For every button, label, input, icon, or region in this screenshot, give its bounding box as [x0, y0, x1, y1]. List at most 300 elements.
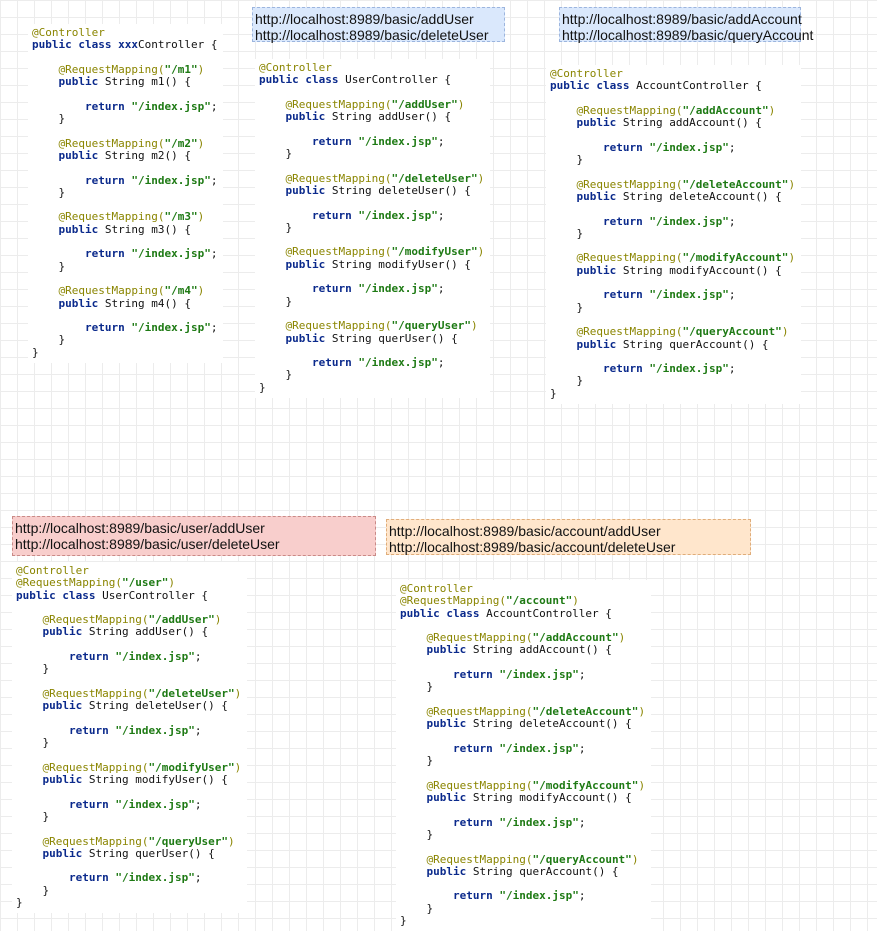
code-text: String modifyAccount() { — [622, 263, 782, 277]
keyword-token: return — [602, 362, 650, 376]
keyword-token: xxx — [118, 38, 138, 52]
keyword-token: public — [42, 773, 89, 787]
url-line: http://localhost:8989/basic/user/addUser — [15, 520, 265, 536]
string-token: "/m4" — [164, 284, 198, 298]
code-text — [550, 141, 603, 154]
code-text: } — [400, 754, 434, 768]
annotation-token: @RequestMapping( — [400, 594, 506, 608]
annotation-token: ) — [781, 325, 789, 339]
code-text — [259, 209, 312, 222]
code-text — [32, 223, 59, 236]
code-line — [16, 897, 241, 909]
keyword-token: public class — [32, 38, 119, 52]
annotation-token: @RequestMapping( — [58, 284, 165, 298]
code-text: String addUser() { — [331, 110, 452, 124]
code-line — [259, 148, 484, 160]
annotation-token: ) — [618, 631, 626, 645]
code-text: ; — [194, 797, 202, 811]
code-text — [550, 178, 577, 191]
code-line — [550, 339, 795, 351]
code-text: String modifyUser() { — [88, 773, 228, 787]
code-line — [259, 382, 484, 394]
code-text: ; — [437, 282, 445, 296]
code-text: } — [16, 883, 50, 897]
annotation-token: @RequestMapping( — [58, 210, 165, 224]
code-text: ; — [728, 214, 736, 228]
code-text — [32, 137, 59, 150]
annotation-token: @RequestMapping( — [285, 245, 392, 259]
string-token: "/index.jsp" — [649, 362, 729, 376]
url-note-basic-user — [252, 7, 505, 42]
code-text: } — [32, 345, 39, 359]
code-text: ; — [210, 99, 218, 113]
code-text: String querUser() { — [88, 846, 215, 860]
url-line: http://localhost:8989/basic/account/deleteUser — [389, 539, 676, 555]
code-block-account-controller-basic — [546, 65, 801, 404]
code-text — [259, 282, 312, 295]
string-token: "/addUser" — [148, 613, 215, 627]
code-line — [400, 644, 645, 656]
code-line — [259, 111, 484, 123]
keyword-token: public — [42, 625, 89, 639]
code-line — [259, 369, 484, 381]
code-line — [259, 222, 484, 234]
code-line — [400, 681, 645, 693]
url-note-basic-account — [559, 7, 814, 43]
code-text — [16, 687, 43, 700]
keyword-token: public — [426, 643, 473, 657]
code-text: String querAccount() { — [472, 864, 619, 878]
code-line — [550, 216, 795, 228]
string-token: "/index.jsp" — [358, 208, 438, 222]
code-text: } — [400, 901, 434, 915]
code-text — [16, 699, 43, 712]
string-token: "/index.jsp" — [499, 668, 579, 682]
code-text — [32, 63, 59, 76]
keyword-token: public — [576, 337, 623, 351]
string-token: "/m3" — [164, 210, 198, 224]
annotation-token: ) — [168, 576, 175, 590]
annotation-token: ) — [234, 686, 242, 700]
string-token: "/modifyUser" — [148, 760, 235, 774]
code-text: String m1() { — [104, 75, 191, 89]
code-line — [550, 363, 795, 375]
code-text — [400, 865, 427, 878]
keyword-token: return — [68, 797, 116, 811]
annotation-token: ) — [197, 136, 205, 150]
code-line — [259, 210, 484, 222]
string-token: "/modifyAccount" — [682, 251, 789, 265]
annotation-token: ) — [638, 704, 646, 718]
code-text: AccountController { — [636, 79, 762, 93]
code-text — [400, 643, 427, 656]
code-block-user-controller-prefixed — [12, 562, 247, 913]
code-text — [32, 210, 59, 223]
code-line — [259, 259, 484, 271]
code-line — [550, 265, 795, 277]
string-token: "/deleteAccount" — [532, 704, 639, 718]
code-line — [400, 755, 645, 767]
annotation-token: @Controller — [16, 564, 89, 577]
code-text: } — [16, 736, 50, 750]
code-line — [16, 811, 241, 823]
annotation-token: @RequestMapping( — [42, 760, 149, 774]
string-token: "/addAccount" — [682, 103, 769, 117]
code-text — [259, 332, 286, 345]
string-token: "/modifyUser" — [391, 245, 478, 259]
code-line — [400, 669, 645, 681]
code-text: ; — [437, 356, 445, 370]
code-text — [259, 356, 312, 369]
code-line — [550, 302, 795, 314]
code-text: ; — [578, 889, 586, 903]
code-line — [400, 718, 645, 730]
annotation-token: @RequestMapping( — [576, 325, 683, 339]
string-token: "/index.jsp" — [115, 871, 195, 885]
annotation-token: ) — [197, 210, 205, 224]
code-text: } — [400, 914, 407, 928]
url-line: http://localhost:8989/basic/addUser — [255, 11, 474, 27]
code-text — [32, 247, 85, 260]
keyword-token: public — [58, 148, 105, 162]
code-text: } — [16, 896, 23, 910]
code-line — [259, 74, 484, 86]
keyword-token: return — [452, 741, 500, 755]
code-text — [550, 362, 603, 375]
code-line — [16, 737, 241, 749]
code-text: } — [16, 809, 50, 823]
code-text — [400, 742, 453, 755]
string-token: "/index.jsp" — [649, 214, 729, 228]
code-text: String m3() { — [104, 222, 191, 236]
code-text: } — [259, 294, 293, 308]
string-token: "/user" — [121, 576, 169, 590]
code-line — [259, 136, 484, 148]
code-text: } — [32, 259, 66, 273]
url-line: http://localhost:8989/basic/addAccount — [562, 11, 802, 27]
code-text: } — [550, 226, 584, 240]
code-text: } — [259, 220, 293, 234]
code-text — [32, 149, 59, 162]
code-text: UserController { — [102, 588, 209, 602]
annotation-token: ) — [214, 613, 222, 627]
code-line — [32, 187, 217, 199]
string-token: "/index.jsp" — [358, 134, 438, 148]
code-text: String addUser() { — [88, 625, 209, 639]
keyword-token: return — [68, 723, 116, 737]
url-line: http://localhost:8989/basic/queryAccount — [562, 27, 814, 43]
code-line — [16, 848, 241, 860]
code-text: } — [259, 380, 266, 394]
keyword-token: public — [576, 263, 623, 277]
code-text: } — [400, 680, 434, 694]
code-text: ; — [210, 321, 218, 335]
keyword-token: return — [84, 99, 132, 113]
annotation-token: @RequestMapping( — [42, 834, 149, 848]
code-text — [32, 284, 59, 297]
code-line — [259, 185, 484, 197]
code-text: String addAccount() { — [472, 643, 612, 657]
string-token: "/index.jsp" — [131, 321, 211, 335]
code-line — [550, 191, 795, 203]
annotation-token: ) — [788, 251, 796, 265]
keyword-token: return — [602, 214, 650, 228]
string-token: "/index.jsp" — [649, 140, 729, 154]
code-text — [400, 717, 427, 730]
code-line — [400, 817, 645, 829]
code-text — [32, 174, 85, 187]
url-line: http://localhost:8989/basic/user/deleteUser — [15, 536, 280, 552]
annotation-token: ) — [768, 103, 776, 117]
annotation-token: ) — [631, 852, 639, 866]
code-text — [259, 319, 286, 332]
url-line: http://localhost:8989/basic/account/addUser — [389, 523, 661, 539]
code-text — [400, 779, 427, 792]
code-text: ; — [578, 815, 586, 829]
annotation-token: @RequestMapping( — [42, 686, 149, 700]
string-token: "/queryAccount" — [532, 852, 632, 866]
code-text — [400, 631, 427, 644]
code-text: } — [32, 185, 66, 199]
code-text: String querUser() { — [331, 331, 458, 345]
string-token: "/index.jsp" — [131, 99, 211, 113]
string-token: "/index.jsp" — [358, 356, 438, 370]
code-text — [32, 100, 85, 113]
code-line — [32, 113, 217, 125]
string-token: "/index.jsp" — [115, 650, 195, 664]
keyword-token: public — [576, 189, 623, 203]
annotation-token: @RequestMapping( — [426, 778, 533, 792]
annotation-token: ) — [477, 171, 485, 185]
code-line — [16, 663, 241, 675]
keyword-token: public — [285, 183, 332, 197]
annotation-token: ) — [227, 834, 235, 848]
code-text: ; — [194, 723, 202, 737]
keyword-token: public — [285, 110, 332, 124]
string-token: "/index.jsp" — [499, 815, 579, 829]
keyword-token: public class — [400, 606, 487, 620]
string-token: "/deleteUser" — [391, 171, 478, 185]
code-line — [550, 80, 795, 92]
string-token: "/account" — [505, 594, 573, 608]
code-text — [400, 705, 427, 718]
annotation-token: ) — [234, 760, 242, 774]
keyword-token: public — [58, 296, 105, 310]
code-text — [259, 135, 312, 148]
annotation-token: @Controller — [550, 67, 623, 80]
code-text: ; — [728, 140, 736, 154]
annotation-token: @RequestMapping( — [42, 613, 149, 627]
code-text: String m4() { — [104, 296, 191, 310]
code-text: String deleteAccount() { — [472, 717, 632, 731]
code-text: ; — [578, 741, 586, 755]
code-block-account-controller-prefixed — [396, 580, 651, 931]
code-text — [259, 245, 286, 258]
code-text — [550, 325, 577, 338]
code-line — [400, 743, 645, 755]
code-text: ; — [728, 288, 736, 302]
code-text — [259, 172, 286, 185]
code-line — [32, 224, 217, 236]
code-line — [32, 261, 217, 273]
code-text — [16, 650, 69, 663]
string-token: "/index.jsp" — [499, 741, 579, 755]
keyword-token: public class — [259, 73, 346, 87]
string-token: "/index.jsp" — [131, 247, 211, 261]
string-token: "/index.jsp" — [358, 282, 438, 296]
code-line — [550, 228, 795, 240]
code-line — [16, 799, 241, 811]
keyword-token: public class — [16, 588, 103, 602]
code-text — [16, 761, 43, 774]
string-token: "/queryAccount" — [682, 325, 782, 339]
code-text — [259, 98, 286, 111]
code-text: UserController { — [345, 73, 452, 87]
code-text: ; — [578, 668, 586, 682]
keyword-token: return — [311, 208, 359, 222]
code-text: } — [32, 333, 66, 347]
keyword-token: return — [84, 321, 132, 335]
code-text: ; — [194, 650, 202, 664]
code-line — [550, 117, 795, 129]
keyword-token: public — [42, 846, 89, 860]
annotation-token: @RequestMapping( — [16, 576, 122, 590]
code-text — [550, 251, 577, 264]
code-line — [32, 298, 217, 310]
code-text: } — [400, 827, 434, 841]
code-text: } — [550, 300, 584, 314]
code-line — [550, 142, 795, 154]
code-line — [400, 792, 645, 804]
code-text — [550, 288, 603, 301]
code-text — [16, 625, 43, 638]
string-token: "/index.jsp" — [649, 288, 729, 302]
code-text — [16, 773, 43, 786]
keyword-token: return — [311, 282, 359, 296]
code-text: } — [259, 368, 293, 382]
code-text — [550, 215, 603, 228]
annotation-token: @Controller — [400, 582, 473, 595]
keyword-token: public — [285, 257, 332, 271]
code-text — [400, 668, 453, 681]
code-text: } — [550, 386, 557, 400]
code-text: String modifyUser() { — [331, 257, 471, 271]
annotation-token: @RequestMapping( — [285, 319, 392, 333]
keyword-token: return — [84, 173, 132, 187]
code-text — [400, 853, 427, 866]
keyword-token: public — [58, 75, 105, 89]
code-text: String deleteUser() { — [331, 183, 471, 197]
code-text — [259, 184, 286, 197]
keyword-token: public — [285, 331, 332, 345]
code-text: ; — [194, 871, 202, 885]
annotation-token: @RequestMapping( — [58, 136, 165, 150]
keyword-token: public — [58, 222, 105, 236]
code-text — [32, 297, 59, 310]
code-block-user-controller-basic — [255, 59, 490, 398]
code-line — [550, 388, 795, 400]
code-text — [550, 104, 577, 117]
code-text — [16, 835, 43, 848]
annotation-token: ) — [572, 594, 579, 608]
code-text: String addAccount() { — [622, 116, 762, 130]
code-text: ; — [728, 362, 736, 376]
code-text — [259, 258, 286, 271]
keyword-token: public — [576, 116, 623, 130]
code-block-xxx-controller — [28, 24, 223, 363]
code-text: Controller { — [137, 38, 218, 52]
keyword-token: return — [68, 871, 116, 885]
string-token: "/modifyAccount" — [532, 778, 639, 792]
string-token: "/m2" — [164, 136, 198, 150]
code-text — [400, 816, 453, 829]
code-line — [16, 885, 241, 897]
annotation-token: @RequestMapping( — [426, 852, 533, 866]
annotation-token: @RequestMapping( — [426, 631, 533, 645]
code-text: ; — [210, 173, 218, 187]
annotation-token: ) — [477, 245, 485, 259]
annotation-token: @RequestMapping( — [58, 62, 165, 76]
annotation-token: ) — [788, 177, 796, 191]
code-line — [259, 283, 484, 295]
string-token: "/addUser" — [391, 97, 458, 111]
annotation-token: @Controller — [259, 61, 332, 74]
string-token: "/index.jsp" — [115, 797, 195, 811]
code-text — [32, 75, 59, 88]
code-line — [550, 375, 795, 387]
code-line — [32, 334, 217, 346]
code-line — [32, 76, 217, 88]
url-line: http://localhost:8989/basic/deleteUser — [255, 27, 489, 43]
string-token: "/queryUser" — [148, 834, 228, 848]
annotation-token: @RequestMapping( — [285, 97, 392, 111]
code-text: String modifyAccount() { — [472, 791, 632, 805]
annotation-token: ) — [638, 778, 646, 792]
code-text — [32, 321, 85, 334]
code-line — [16, 725, 241, 737]
code-text — [16, 871, 69, 884]
string-token: "/addAccount" — [532, 631, 619, 645]
code-text: } — [259, 147, 293, 161]
keyword-token: public class — [550, 79, 637, 93]
code-line — [400, 890, 645, 902]
annotation-token: @Controller — [32, 26, 105, 39]
code-line — [400, 915, 645, 927]
code-text: AccountController { — [486, 606, 612, 620]
annotation-token: ) — [470, 319, 478, 333]
annotation-token: @RequestMapping( — [426, 704, 533, 718]
keyword-token: return — [68, 650, 116, 664]
string-token: "/index.jsp" — [115, 723, 195, 737]
string-token: "/deleteAccount" — [682, 177, 789, 191]
code-line — [400, 903, 645, 915]
code-line — [16, 774, 241, 786]
code-line — [259, 333, 484, 345]
annotation-token: ) — [197, 62, 205, 76]
code-text: String deleteUser() { — [88, 699, 228, 713]
code-line — [16, 872, 241, 884]
keyword-token: return — [452, 889, 500, 903]
code-text — [259, 110, 286, 123]
string-token: "/deleteUser" — [148, 686, 235, 700]
keyword-token: public — [42, 699, 89, 713]
code-text — [16, 613, 43, 626]
keyword-token: public — [426, 864, 473, 878]
code-line — [400, 829, 645, 841]
string-token: "/m1" — [164, 62, 198, 76]
string-token: "/index.jsp" — [131, 173, 211, 187]
code-line — [259, 357, 484, 369]
